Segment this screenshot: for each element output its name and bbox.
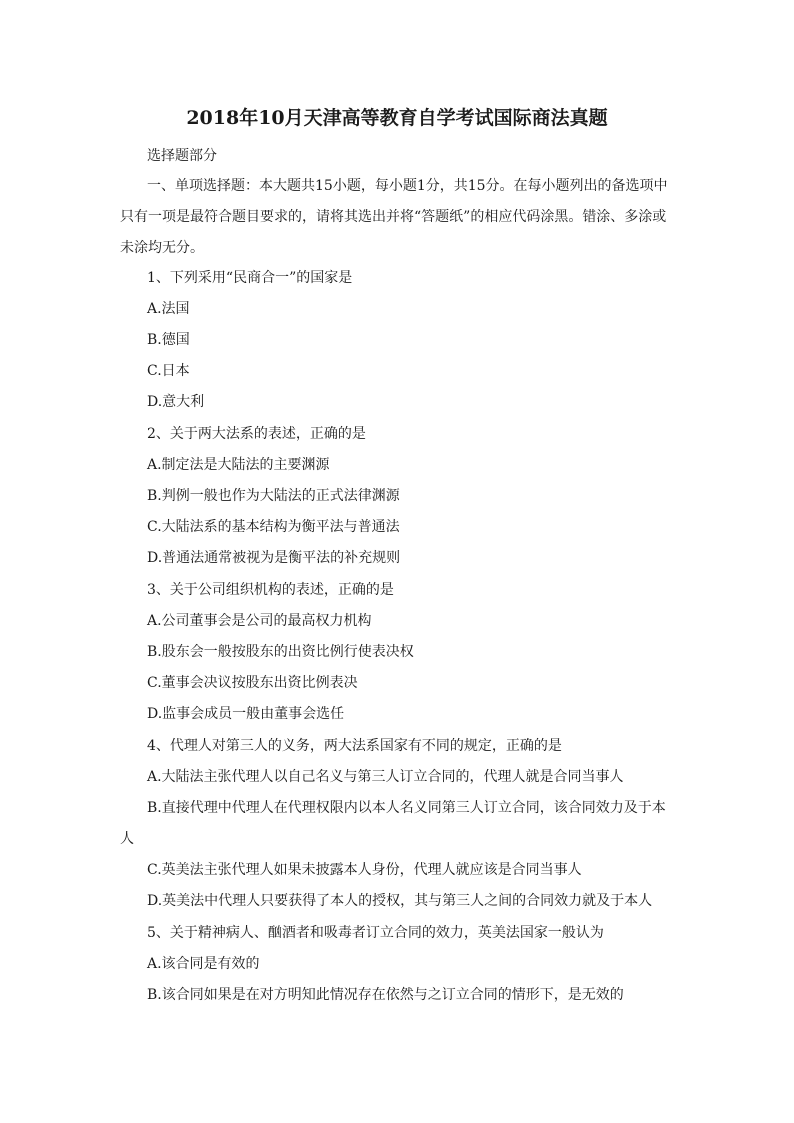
section-label: 选择题部分 xyxy=(147,148,217,164)
question-stem-3: 3、关于公司组织机构的表述，正确的是 xyxy=(147,582,394,598)
question-2-option-d: D.普通法通常被视为是衡平法的补充规则 xyxy=(147,550,401,566)
question-1-option-a: A.法国 xyxy=(147,301,190,317)
question-3-option-b: B.股东会一般按股东的出资比例行使表决权 xyxy=(147,644,414,660)
question-5-option-a: A.该合同是有效的 xyxy=(147,956,260,972)
question-stem-2: 2、关于两大法系的表述，正确的是 xyxy=(147,426,366,442)
question-3-option-c: C.董事会决议按股东出资比例表决 xyxy=(147,675,358,691)
page-title: 2018年10月天津高等教育自学考试国际商法真题 xyxy=(186,107,608,129)
question-1-option-b: B.德国 xyxy=(147,332,190,348)
question-4-option-b: B.直接代理中代理人在代理权限内以本人名义同第三人订立合同，该合同效力及于本人 xyxy=(120,800,666,847)
question-5-option-b: B.该合同如果是在对方明知此情况存在依然与之订立合同的情形下，是无效的 xyxy=(147,987,624,1003)
question-2-option-b: B.判例一般也作为大陆法的正式法律渊源 xyxy=(147,488,400,504)
question-stem-5: 5、关于精神病人、酗酒者和吸毒者订立合同的效力，英美法国家一般认为 xyxy=(147,925,604,941)
question-4-option-a: A.大陆法主张代理人以自己名义与第三人订立合同的，代理人就是合同当事人 xyxy=(147,769,624,785)
question-stem-1: 1、下列采用“民商合一”的国家是 xyxy=(147,270,353,286)
question-1-option-c: C.日本 xyxy=(147,363,190,379)
question-3-option-d: D.监事会成员一般由董事会选任 xyxy=(147,706,345,722)
question-2-option-c: C.大陆法系的基本结构为衡平法与普通法 xyxy=(147,519,400,535)
instructions-paragraph: 一、单项选择题：本大题共15小题，每小题1分，共15分。在每小题列出的备选项中只有一项是最符合题目要求的，请将其选出并将“答题纸”的相应代码涂黑。错涂、多涂或未涂均无分。 xyxy=(120,178,668,256)
question-stem-4: 4、代理人对第三人的义务，两大法系国家有不同的规定，正确的是 xyxy=(147,738,562,754)
question-2-option-a: A.制定法是大陆法的主要渊源 xyxy=(147,457,330,473)
question-3-option-a: A.公司董事会是公司的最高权力机构 xyxy=(147,613,372,629)
question-4-option-d: D.英美法中代理人只要获得了本人的授权，其与第三人之间的合同效力就及于本人 xyxy=(147,893,653,909)
question-1-option-d: D.意大利 xyxy=(147,394,205,410)
question-4-option-c: C.英美法主张代理人如果未披露本人身份，代理人就应该是合同当事人 xyxy=(147,862,582,878)
